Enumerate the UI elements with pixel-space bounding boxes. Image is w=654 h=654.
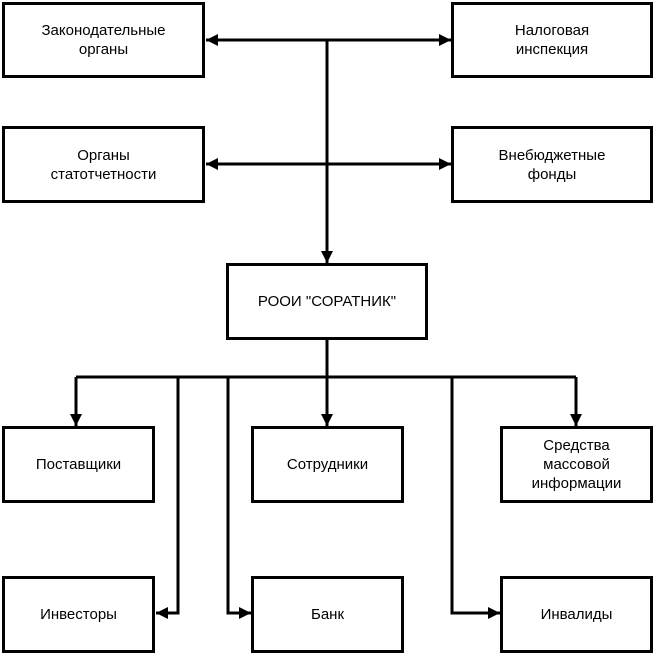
box-media-label: Средства массовой информации [531,437,622,492]
box-statistics-bodies [2,126,205,203]
box-suppliers-label: Поставщики [35,456,122,473]
box-funds-label: Внебюджетные фонды [498,146,606,183]
box-investors [2,576,155,653]
connector-to-investors [156,377,178,613]
box-center-label: РООИ "СОРАТНИК" [257,293,397,310]
box-tax-label: Налоговая инспекция [514,22,590,58]
box-statistics-label: Органы статотчетности [50,146,157,183]
box-bank-label: Банк [310,606,345,623]
box-mass-media [500,426,653,503]
box-investors-label: Инвесторы [40,606,117,623]
box-employees [251,426,404,503]
box-disabled-label: Инвалиды [540,606,613,623]
connector-to-bank [228,377,251,613]
box-suppliers [2,426,155,503]
connector-to-disabled [452,377,500,613]
box-legislative-label: Законодательные органы [41,22,166,58]
box-disabled-people [500,576,653,653]
box-center-organization [226,263,428,340]
box-tax-inspection [451,2,653,78]
box-employees-label: Сотрудники [286,456,369,473]
box-legislative-bodies [2,2,205,78]
box-bank [251,576,404,653]
box-extrabudgetary-funds [451,126,653,203]
